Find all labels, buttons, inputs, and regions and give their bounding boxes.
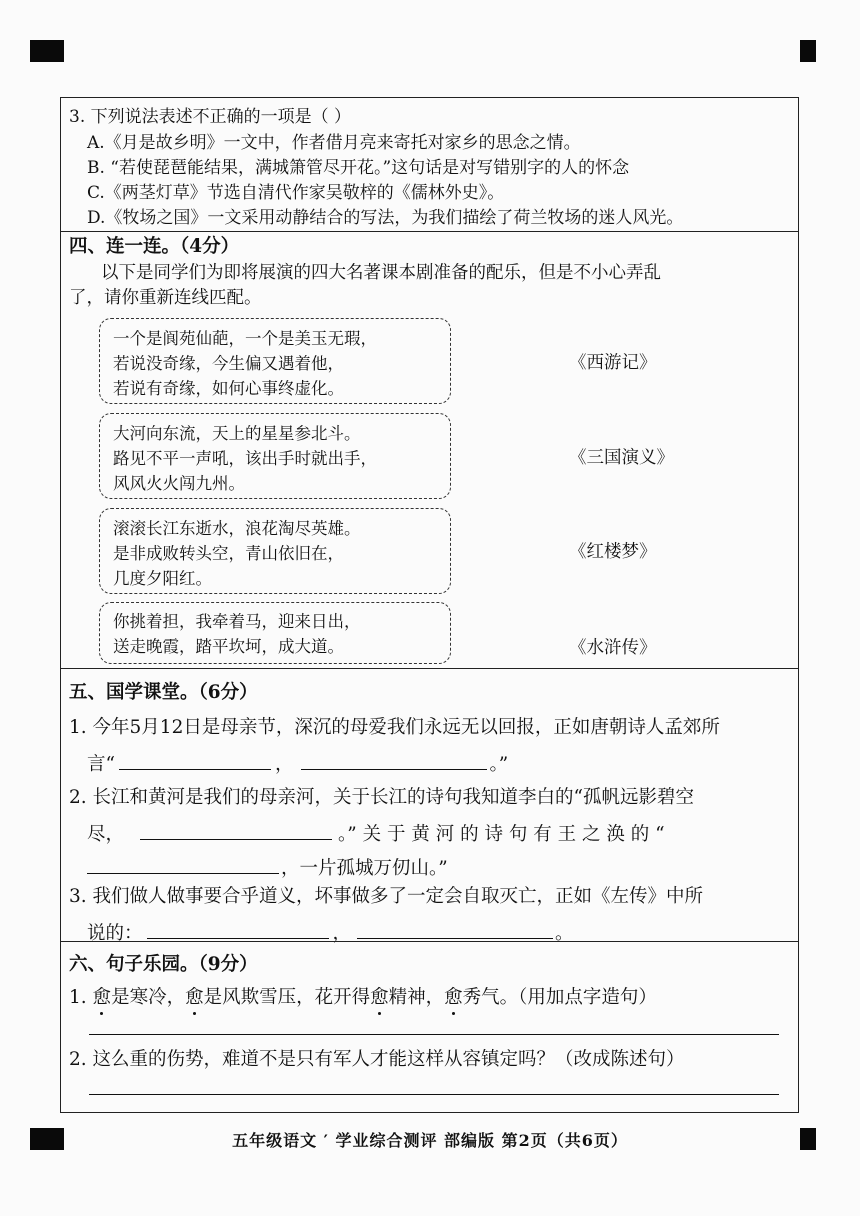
s5-q1-comma: ， (274, 754, 294, 775)
lyric-2-line-3: 风风火火闯九州。 (113, 474, 245, 493)
s6-q1-seg-3: 精神， (388, 987, 445, 1008)
lyric-2-line-2: 路见不平一声吼，该出手时就出手， (113, 449, 377, 468)
book-xiyouji[interactable]: 《西游记》 (569, 353, 657, 373)
section-6-title: 六、句子乐园。（9分） (69, 954, 258, 975)
q3-option-a: A.《月是故乡明》一文中，作者借月亮来寄托对家乡的思念之情。 (87, 133, 581, 153)
s5-q1-close-quote: 。” (489, 754, 509, 775)
s5-q2-blank-1[interactable] (140, 821, 332, 840)
registration-mark-top-right (800, 40, 816, 62)
section-6 (61, 941, 798, 1114)
lyric-3-line-3: 几度夕阳红。 (113, 569, 212, 588)
section-4 (61, 231, 798, 669)
s5-q2-tail: ，一片孤城万仞山。” (281, 858, 448, 879)
page-footer: 五年级语文 ′ 学业综合测评 部编版 第2页（共6页） (232, 1131, 628, 1150)
s5-q3-comma: ， (332, 923, 352, 944)
s6-q1-num: 1. (69, 987, 93, 1008)
lyric-4-line-2: 送走晚霞，踏平坎坷，成大道。 (113, 637, 344, 656)
s6-q1-seg-1: 是寒冷， (111, 987, 186, 1008)
book-sanguo[interactable]: 《三国演义》 (569, 448, 674, 468)
lyric-1-line-2: 若说没奇缘，今生偏又遇着他， (113, 354, 344, 373)
s5-q1-blank-1[interactable] (119, 751, 271, 770)
q3-option-c: C.《两茎灯草》节选自清代作家吴敬梓的《儒林外史》。 (87, 183, 505, 203)
section-5 (61, 668, 798, 944)
dotted-char-yu-3: 愈 (370, 987, 389, 1008)
s6-q1-seg-4: 秀气。（用加点字造句） (462, 987, 657, 1008)
dotted-char-yu-1: 愈 (92, 987, 112, 1008)
section-5-title: 五、国学课堂。（6分） (69, 682, 258, 703)
section-4-intro-line2: 了，请你重新连线匹配。 (69, 288, 262, 308)
book-shuihu[interactable]: 《水浒传》 (569, 638, 657, 658)
s6-q2-answer-line[interactable] (89, 1094, 779, 1095)
s5-q2-line3 (87, 855, 448, 880)
lyric-3-line-1: 滚滚长江东逝水，浪花淘尽英雄。 (113, 519, 361, 538)
dotted-char-yu-4: 愈 (444, 987, 463, 1008)
lyric-4-line-1: 你挑着担，我牵着马，迎来日出， (113, 612, 361, 631)
s6-q2-text: 2. 这么重的伤势，难道不是只有军人才能这样从容镇定吗？（改成陈述句） (69, 1049, 685, 1070)
s5-q3-shuode: 说的： (87, 923, 143, 944)
s5-q3-line1: 3. 我们做人做事要合乎道义，坏事做多了一定会自取灭亡，正如《左传》中所 (69, 886, 704, 907)
lyric-1-line-3: 若说有奇缘，如何心事终虚化。 (113, 379, 344, 398)
s5-q1-blank-2[interactable] (301, 751, 487, 770)
book-hongloumeng[interactable]: 《红楼梦》 (569, 542, 657, 562)
lyric-3-line-2: 是非成败转头空，青山依旧在， (113, 544, 344, 563)
s5-q1-line2 (87, 751, 508, 776)
s5-q3-blank-1[interactable] (147, 920, 329, 939)
section-4-title: 四、连一连。（4分） (69, 236, 240, 257)
question-frame (60, 97, 799, 1113)
q3-option-b: B. “若使琵琶能结果，满城箫管尽开花。”这句话是对写错别字的人的怀念 (87, 158, 630, 178)
s5-q1-line1: 1. 今年5月12日是母亲节，深沉的母爱我们永远无以回报，正如唐朝诗人孟郊所 (69, 717, 720, 738)
section-4-intro-line1: 以下是同学们为即将展演的四大名著课本剧准备的配乐，但是不小心弄乱 (101, 263, 661, 283)
s5-q1-open-quote: 言“ (87, 754, 115, 775)
s6-q1-text (69, 987, 657, 1009)
s5-q2-line2 (87, 821, 665, 846)
s5-q3-blank-2[interactable] (357, 920, 553, 939)
s5-q2-blank-2[interactable] (87, 855, 279, 874)
s5-q2-line1: 2. 长江和黄河是我们的母亲河，关于长江的诗句我知道李白的“孤帆远影碧空 (69, 787, 694, 808)
q3-stem: 3. 下列说法表述不正确的一项是（ ） (69, 107, 352, 127)
s6-q1-answer-line[interactable] (89, 1034, 779, 1035)
dotted-char-yu-2: 愈 (185, 987, 204, 1008)
q3-option-d: D.《牧场之国》一文采用动静结合的写法，为我们描绘了荷兰牧场的迷人风光。 (87, 208, 684, 228)
s5-q2-text: 。” 关 于 黄 河 的 诗 句 有 王 之 涣 的 “ (338, 824, 665, 845)
registration-mark-top-left (30, 40, 64, 62)
lyric-1-line-1: 一个是阆苑仙葩，一个是美玉无瑕， (113, 329, 377, 348)
s6-q1-seg-2: 是风欺雪压，花开得 (203, 987, 371, 1008)
s5-q3-period: 。 (555, 923, 574, 944)
s5-q2-jin: 尽， (87, 824, 125, 845)
lyric-2-line-1: 大河向东流，天上的星星参北斗。 (113, 424, 361, 443)
